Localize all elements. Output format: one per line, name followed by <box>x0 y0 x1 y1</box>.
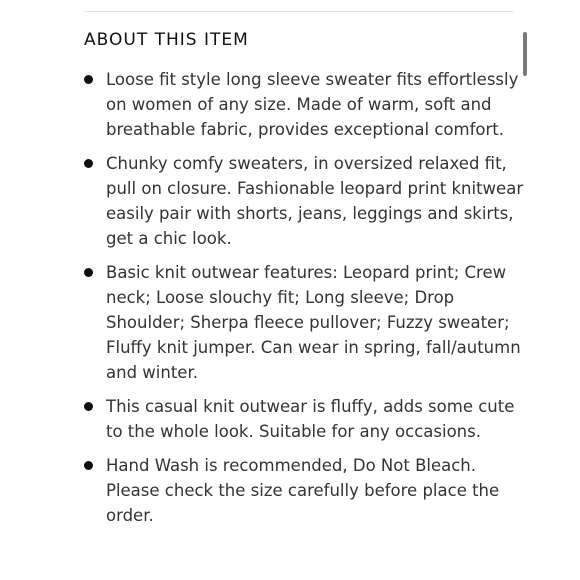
feature-bullet-text: Loose fit style long sleeve sweater fits effortlessly on women of any size. Made of warm, soft and breathable fabric, provides exceptional comfort. <box>106 70 519 139</box>
bullet-dot-icon <box>84 159 93 168</box>
feature-bullet <box>84 394 524 444</box>
feature-bullet-text: Basic knit outwear features: Leopard print; Crew neck; Loose slouchy fit; Long sleeve; Drop Shoulder; Sherpa fleece pullover; Fuzzy sweater; Fluffy knit jumper. Can wear in spring, fall/autumn and winter. <box>106 263 521 382</box>
feature-bullet-text: Hand Wash is recommended, Do Not Bleach. Please check the size carefully before place the order. <box>106 456 500 525</box>
bullet-dot-icon <box>84 402 93 411</box>
bullet-dot-icon <box>84 268 93 277</box>
feature-bullet-text: This casual knit outwear is fluffy, adds some cute to the whole look. Suitable for any occasions. <box>106 397 515 441</box>
top-divider <box>84 11 514 12</box>
bullet-dot-icon <box>84 461 93 470</box>
bullet-dot-icon <box>84 75 93 84</box>
feature-bullet-text: Chunky comfy sweaters, in oversized relaxed fit, pull on closure. Fashionable leopard print knitwear easily pair with shorts, jeans, leggings and skirts, get a chic look. <box>106 154 524 248</box>
feature-bullet <box>84 67 524 142</box>
feature-bullet <box>84 453 524 528</box>
section-heading: ABOUT THIS ITEM <box>84 30 249 50</box>
feature-bullet <box>84 151 524 251</box>
feature-bullet <box>84 260 524 385</box>
feature-bullet-list <box>84 67 524 537</box>
